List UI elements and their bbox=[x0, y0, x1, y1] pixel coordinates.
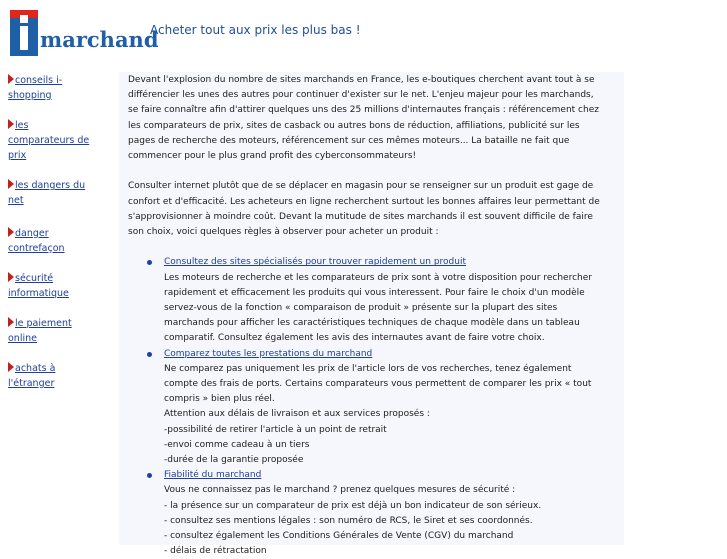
bullet-icon bbox=[147, 260, 152, 265]
text-line: Vous ne connaissez pas le marchand ? prenez quelques mesures de sécurité : bbox=[164, 485, 516, 496]
arrow-icon bbox=[8, 362, 14, 372]
sidebar-item-comparateurs[interactable] bbox=[8, 118, 90, 163]
text-line: Consulter internet plutôt que de se déplacer en magasin pour se renseigner sur un produit est gage de bbox=[128, 181, 594, 192]
sidebar-link-text: le paiement bbox=[15, 318, 72, 329]
text-line: confort et d'efficacité. Les acheteurs en ligne recherchent surtout les bonnes affaires leur permettant de bbox=[128, 196, 600, 207]
arrow-icon bbox=[8, 317, 14, 327]
text-line: -durée de la garantie proposée bbox=[164, 455, 304, 466]
text-line: servez-vous de la fonction « comparaison de produit » présente sur la plupart des sites bbox=[164, 303, 558, 314]
bullet-icon bbox=[147, 352, 152, 357]
text-line: compris » bien plus réel. bbox=[164, 394, 275, 405]
main-content bbox=[119, 72, 624, 557]
text-line: différencier les unes des autres pour continuer d'exister sur le net. L'enjeu majeur pour les marchands, bbox=[128, 90, 594, 101]
sidebar-link[interactable] bbox=[8, 318, 72, 344]
sidebar-link-text: contrefaçon bbox=[8, 243, 65, 254]
advice-paragraph bbox=[128, 179, 616, 240]
sidebar-link[interactable] bbox=[8, 180, 85, 206]
sidebar-link-text: les bbox=[15, 120, 29, 131]
sidebar-item-conseils-ishopping[interactable] bbox=[8, 73, 90, 103]
sidebar-link-text: shopping bbox=[8, 90, 52, 101]
intro-paragraph bbox=[128, 73, 616, 164]
text-line: Attention aux délais de livraison et aux services proposés : bbox=[164, 409, 430, 420]
list-item-advice-prestations bbox=[164, 347, 616, 469]
sidebar-link-text: achats à bbox=[15, 363, 56, 374]
arrow-icon bbox=[8, 179, 14, 189]
text-line: Devant l'explosion du nombre de sites marchands en France, les e-boutiques cherchent avant tout à se bbox=[128, 75, 595, 85]
text-line: les comparateurs de prix, sites de casback ou autres bons de réduction, affiliations, publicité sur les bbox=[128, 120, 580, 131]
bullet-icon bbox=[147, 473, 152, 478]
sidebar-link-text: danger bbox=[15, 228, 49, 239]
logo-i-dot bbox=[20, 15, 28, 23]
list-item-advice-fiabilite bbox=[164, 468, 616, 559]
site-logo[interactable] bbox=[10, 10, 159, 56]
sidebar-link-text: sécurité bbox=[15, 273, 54, 284]
sidebar-item-danger-contrefacon[interactable] bbox=[8, 226, 90, 256]
list-item-advice-sites-specialises bbox=[164, 255, 616, 346]
text-line: - consultez ses mentions légales : son numéro de RCS, le Siret et ses coordonnés. bbox=[164, 515, 533, 526]
text-line: pages de recherche des moteurs, référencement sur ces mêmes moteurs... La bataille ne fait que bbox=[128, 135, 570, 146]
sidebar-item-paiement[interactable] bbox=[8, 316, 90, 346]
arrow-icon bbox=[8, 119, 14, 129]
sidebar-link-text: comparateurs de bbox=[8, 135, 90, 146]
logo-i-stem bbox=[20, 26, 28, 50]
sidebar-item-achats-etranger[interactable] bbox=[8, 361, 90, 391]
text-line: compte des frais de ports. Certains comparateurs vous permettent de comparer les prix « tout bbox=[164, 379, 592, 390]
text-line: rapidement et efficacement les produits qui vous interessent. Pour faire le choix d'un modèle bbox=[164, 287, 585, 298]
sidebar-link-text: online bbox=[8, 333, 37, 344]
text-line: comparatif. Consultez également les avis des internautes avant de faire votre choix. bbox=[164, 333, 545, 344]
sidebar-link[interactable] bbox=[8, 363, 55, 389]
logo-wordmark: marchand bbox=[38, 24, 146, 56]
sidebar-item-dangers-net[interactable] bbox=[8, 178, 90, 223]
text-line: - la présence sur un comparateur de prix est déjà un bon indicateur de son sérieux. bbox=[164, 500, 542, 511]
site-tagline: Acheter tout aux prix les plus bas ! bbox=[150, 23, 361, 37]
sidebar-link-text: informatique bbox=[8, 288, 69, 299]
text-line: son choix, voici quelques règles à observer pour acheter un produit : bbox=[128, 227, 439, 238]
text-line: -possibilité de retirer l'article à un point de retrait bbox=[164, 424, 387, 435]
sidebar-link[interactable] bbox=[8, 273, 69, 299]
sidebar-link-text: conseils i- bbox=[15, 75, 63, 86]
text-line: Les moteurs de recherche et les comparateurs de prix sont à votre disposition pour rechercher bbox=[164, 272, 592, 283]
advice-list bbox=[128, 255, 616, 559]
advice-title-link[interactable]: Consultez des sites spécialisés pour trouver rapidement un produit bbox=[164, 257, 466, 268]
sidebar-link[interactable] bbox=[8, 75, 62, 101]
text-line: - délais de rétractation bbox=[164, 546, 267, 557]
sidebar-link-text: net bbox=[8, 195, 24, 206]
sidebar-link-text: prix bbox=[8, 150, 27, 161]
advice-title-link[interactable]: Comparez toutes les prestations du marchand bbox=[164, 348, 373, 359]
text-line: -envoi comme cadeau à un tiers bbox=[164, 439, 310, 450]
text-line: marchands pour afficher les caractéristiques techniques de chaque modèle dans un tableau bbox=[164, 318, 580, 329]
sidebar-link[interactable] bbox=[8, 228, 65, 254]
text-line: commencer pour le plus grand profit des cyberconsommateurs! bbox=[128, 151, 417, 162]
sidebar-link-text: l'étranger bbox=[8, 378, 55, 389]
arrow-icon bbox=[8, 272, 14, 282]
text-line: Ne comparez pas uniquement les prix de l'article lors de vos recherches, tenez également bbox=[164, 363, 572, 374]
text-line: s'approvisionner à moindre coût. Devant la mutitude de sites marchands il est souvent difficile de faire bbox=[128, 211, 593, 222]
sidebar-item-securite[interactable] bbox=[8, 271, 90, 301]
text-line: - consultez également les Conditions Générales de Vente (CGV) du marchand bbox=[164, 531, 514, 542]
arrow-icon bbox=[8, 227, 14, 237]
arrow-icon bbox=[8, 74, 14, 84]
sidebar-link[interactable] bbox=[8, 120, 89, 161]
advice-title-link[interactable]: Fiabilité du marchand bbox=[164, 470, 262, 481]
text-line: se faire connaître afin d'attirer quelques uns des 25 millions d'internautes français : référencement chez bbox=[128, 105, 599, 116]
sidebar-link-text: les dangers du bbox=[15, 180, 86, 191]
